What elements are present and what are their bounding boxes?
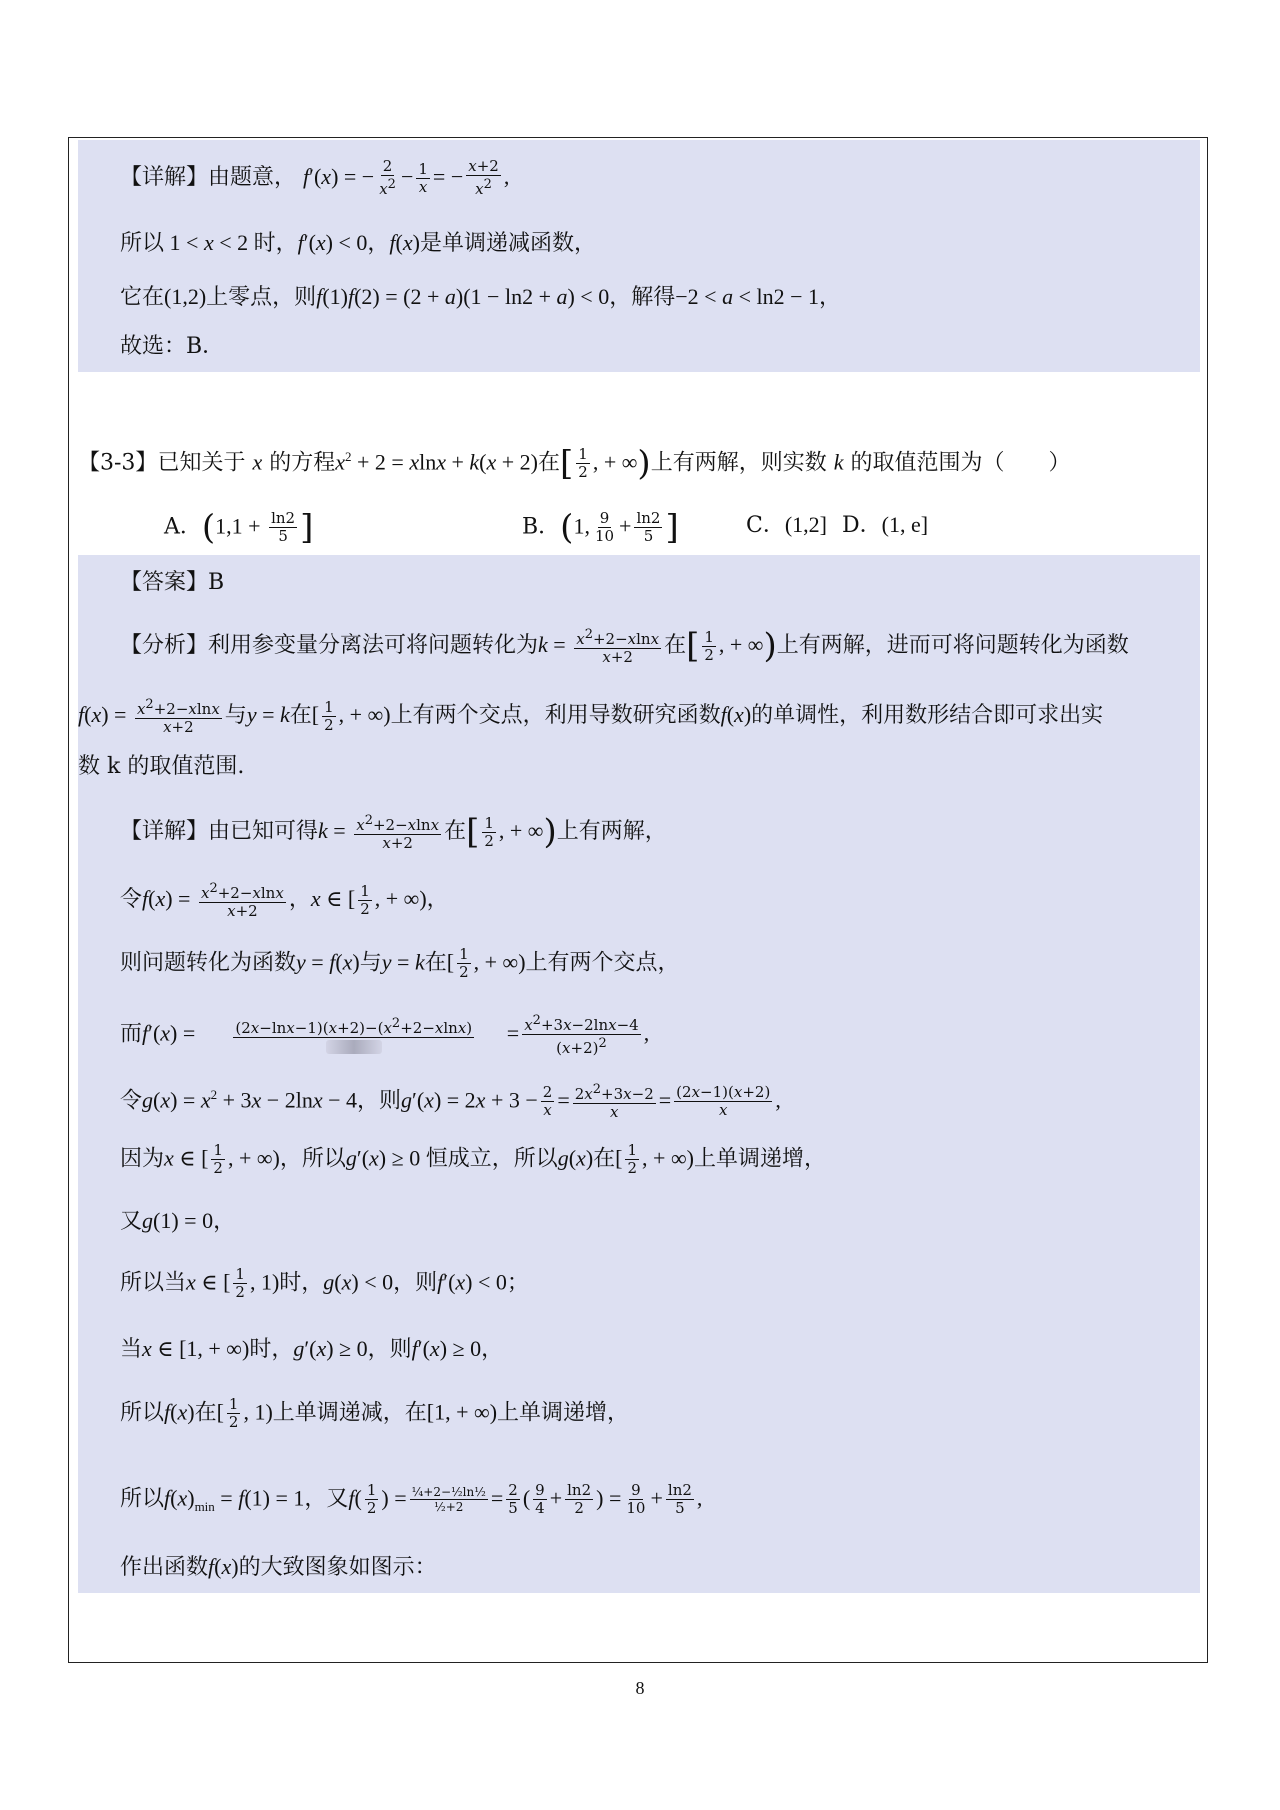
choice-value: (1,2] <box>784 512 827 537</box>
text: 的单调性，利用数形结合即可求出实 <box>751 703 1104 728</box>
analysis-line-2: f(x) = $\frac{x^2+2-xlnx}{x+2}$ 与y = k在[ $\frac{1}{2}$ , + ∞)上有两个交点，利用导数研究函数f(x)的单调性，利用数形结合即可求出实 <box>78 697 1104 736</box>
text: 则问题转化为函数 <box>120 950 297 976</box>
detail-2-line-9: 当x ∈ [1, + ∞)时，g′(x) ≥ 0，则f′(x) ≥ 0， <box>120 1336 504 1362</box>
text: 它在 <box>120 285 165 310</box>
text: 又 <box>120 1209 143 1234</box>
detail-line-3: 它在(1,2)上零点，则f(1)f(2) = (2 + a)(1 − ln2 + a) < 0，解得−2 < a < ln2 − 1， <box>120 284 841 310</box>
text: 在 <box>194 1400 217 1426</box>
text: 令 <box>120 1088 143 1114</box>
text: 所以当 <box>120 1270 187 1296</box>
text: 令 <box>120 887 143 912</box>
analysis-line-1: 【分析】利用参变量分离法可将问题转化为k = $\frac{x^2+2-xlnx}{x+2}$ 在[ $\frac{1}{2}$ , + ∞)上有两解，进而可将问题转化为函数 <box>120 626 1129 666</box>
choice-d[interactable] <box>842 510 928 541</box>
text: 在 <box>664 633 687 658</box>
text: ，所以 <box>279 1146 346 1172</box>
text: ，则 <box>357 1088 402 1114</box>
text: 在 <box>444 819 467 844</box>
detail-2-line-3: 则问题转化为函数y = f(x)与y = k在[ $\frac{1}{2}$ , + ∞)上有两个交点， <box>120 945 680 981</box>
text: ，则 <box>367 1337 412 1362</box>
text: 与 <box>224 703 247 728</box>
analysis-line-3: 数 k 的取值范围. <box>78 754 245 779</box>
detail-tag: 【详解】 <box>120 165 209 190</box>
detail-2-line-11: 所以$f(x)_{min} = f(1) = 1$，又f( $\frac{1}{2}$ ) = $\frac{\text{¼+2−½ln½}}{\text{½+2}}$ = $\frac{2}{5}$ ( $\frac{9}{4}$ + $\frac{\ln 2}{2}$ ) = $\frac{9}{10}$ + $\frac{\ln 2}{5}$ , <box>120 1481 703 1517</box>
text: 而 <box>120 1021 143 1047</box>
detail-2-line-2: 令f(x) = $\frac{x^2+2-xlnx}{x+2}$ ，x ∈ [ $\frac{1}{2}$ , + ∞)， <box>120 881 449 920</box>
text: 上单调递减，在 <box>272 1400 427 1426</box>
analysis-tag: 【分析】 <box>120 633 209 658</box>
conclusion: 故选：B． <box>120 334 225 359</box>
choice-b[interactable]: B．(1, $\frac{9}{10}$ + $\frac{\ln 2}{5}$ ] <box>522 507 679 548</box>
text: ，则 <box>393 1270 438 1296</box>
text: 由已知可得 <box>208 819 319 844</box>
text: 上有两解，则实数 <box>650 450 827 476</box>
choice-value: (1, e] <box>881 512 929 537</box>
text: 恒成立，所以 <box>425 1146 558 1172</box>
answer-line: 【答案】B <box>120 570 225 595</box>
text: 上有两解，进而可将问题转化为函数 <box>776 633 1129 658</box>
text: 所以 <box>120 231 165 256</box>
choice-c[interactable] <box>746 510 827 541</box>
choice-label: D． <box>842 513 882 538</box>
question-tag: 【3-3】 <box>78 450 158 476</box>
text: 在 <box>424 950 447 976</box>
detail-2-line-5: 令$g(x) = x^2 + 3x - 2\ln x - 4$，则g′(x) = 2x + 3 − $\frac{2}{x}$ = $\frac{2x^2+3x-2}{x}$ = $\frac{(2x-1)(x+2)}{x}$ , <box>120 1082 781 1122</box>
text: 上单调递增， <box>497 1400 630 1426</box>
text: 的大致图象如图示： <box>238 1555 437 1580</box>
text: 上零点，则 <box>206 285 317 310</box>
text: 是单调递减函数， <box>419 231 596 256</box>
choice-label: C． <box>746 513 785 538</box>
text: 在 <box>538 450 561 476</box>
text: 所以 <box>120 1400 165 1426</box>
detail-2-line-6: 因为x ∈ [ $\frac{1}{2}$ , + ∞)，所以g′(x) ≥ 0 恒成立，所以g(x)在[ $\frac{1}{2}$ , + ∞)上单调递增， <box>120 1141 826 1177</box>
text: ，又 <box>304 1486 349 1512</box>
text: 的方程 <box>269 450 336 476</box>
page-number: 8 <box>635 1678 645 1698</box>
text: 在 <box>289 703 312 728</box>
text: 时， <box>279 1270 324 1296</box>
detail-2-line-7: 又g(1) = 0， <box>120 1208 236 1234</box>
text: 由题意， <box>208 165 297 190</box>
text: 上单调递增， <box>693 1146 826 1172</box>
text: 已知关于 <box>157 450 246 476</box>
text: 因为 <box>120 1146 165 1172</box>
blurred-denominator <box>326 1040 382 1054</box>
text: 作出函数 <box>120 1555 209 1580</box>
text: 所以 <box>120 1486 165 1512</box>
detail-2-line-4: 而f′(x) = $(2x-\ln x-1)(x+2)-(x^2+2-xlnx)$ = $\frac{x^2+3x-2\ln x-4}{(x+2)^2}$ , <box>120 1013 650 1057</box>
text: 在 <box>593 1146 616 1172</box>
text: 利用参变量分离法可将问题转化为 <box>208 633 539 658</box>
detail-2-line-10: 所以f(x)在[ $\frac{1}{2}$ , 1)上单调递减，在[1, + ∞)上单调递增， <box>120 1395 630 1431</box>
text: 时， <box>253 231 298 256</box>
choice-label: A． <box>164 514 202 540</box>
text: 与 <box>359 950 382 976</box>
detail-line-1: 【详解】由题意， f′(x) = − $\frac{2}{x^2}$ − $\frac{1}{x}$ = − $\frac{x+2}{x^2}$ , <box>120 157 510 198</box>
detail-2-line-12: 作出函数f(x)的大致图象如图示： <box>120 1554 437 1580</box>
text: 的取值范围为（ ） <box>850 450 1071 476</box>
text: 上有两解， <box>556 819 667 844</box>
text: ，解得 <box>609 285 676 310</box>
detail-line-2: 所以 1 < x < 2 时，f′(x) < 0，f(x)是单调递减函数， <box>120 230 596 256</box>
text: 当 <box>120 1337 143 1362</box>
choice-a[interactable]: A．(1,1 + $\frac{\ln 2}{5}$ ] <box>164 507 314 548</box>
detail-2-line-8: 所以当x ∈ [ $\frac{1}{2}$ , 1)时，g(x) < 0，则f′(x) < 0； <box>120 1265 529 1301</box>
choice-label: B． <box>522 514 561 540</box>
text: 上有两个交点，利用导数研究函数 <box>390 703 721 728</box>
question-stem: 【3-3】已知关于 x 的方程$x^2 + 2 = xlnx + k(x + 2)$在[ $\frac{1}{2}$ , + ∞)上有两解，则实数 k 的取值范围为（ ） <box>78 443 1071 484</box>
detail-2-line-1: 【详解】由已知可得k = $\frac{x^2+2-xlnx}{x+2}$ 在[ $\frac{1}{2}$ , + ∞)上有两解， <box>120 812 667 852</box>
text: 时， <box>249 1337 294 1362</box>
text: 上有两个交点， <box>525 950 680 976</box>
detail-tag: 【详解】 <box>120 819 209 844</box>
